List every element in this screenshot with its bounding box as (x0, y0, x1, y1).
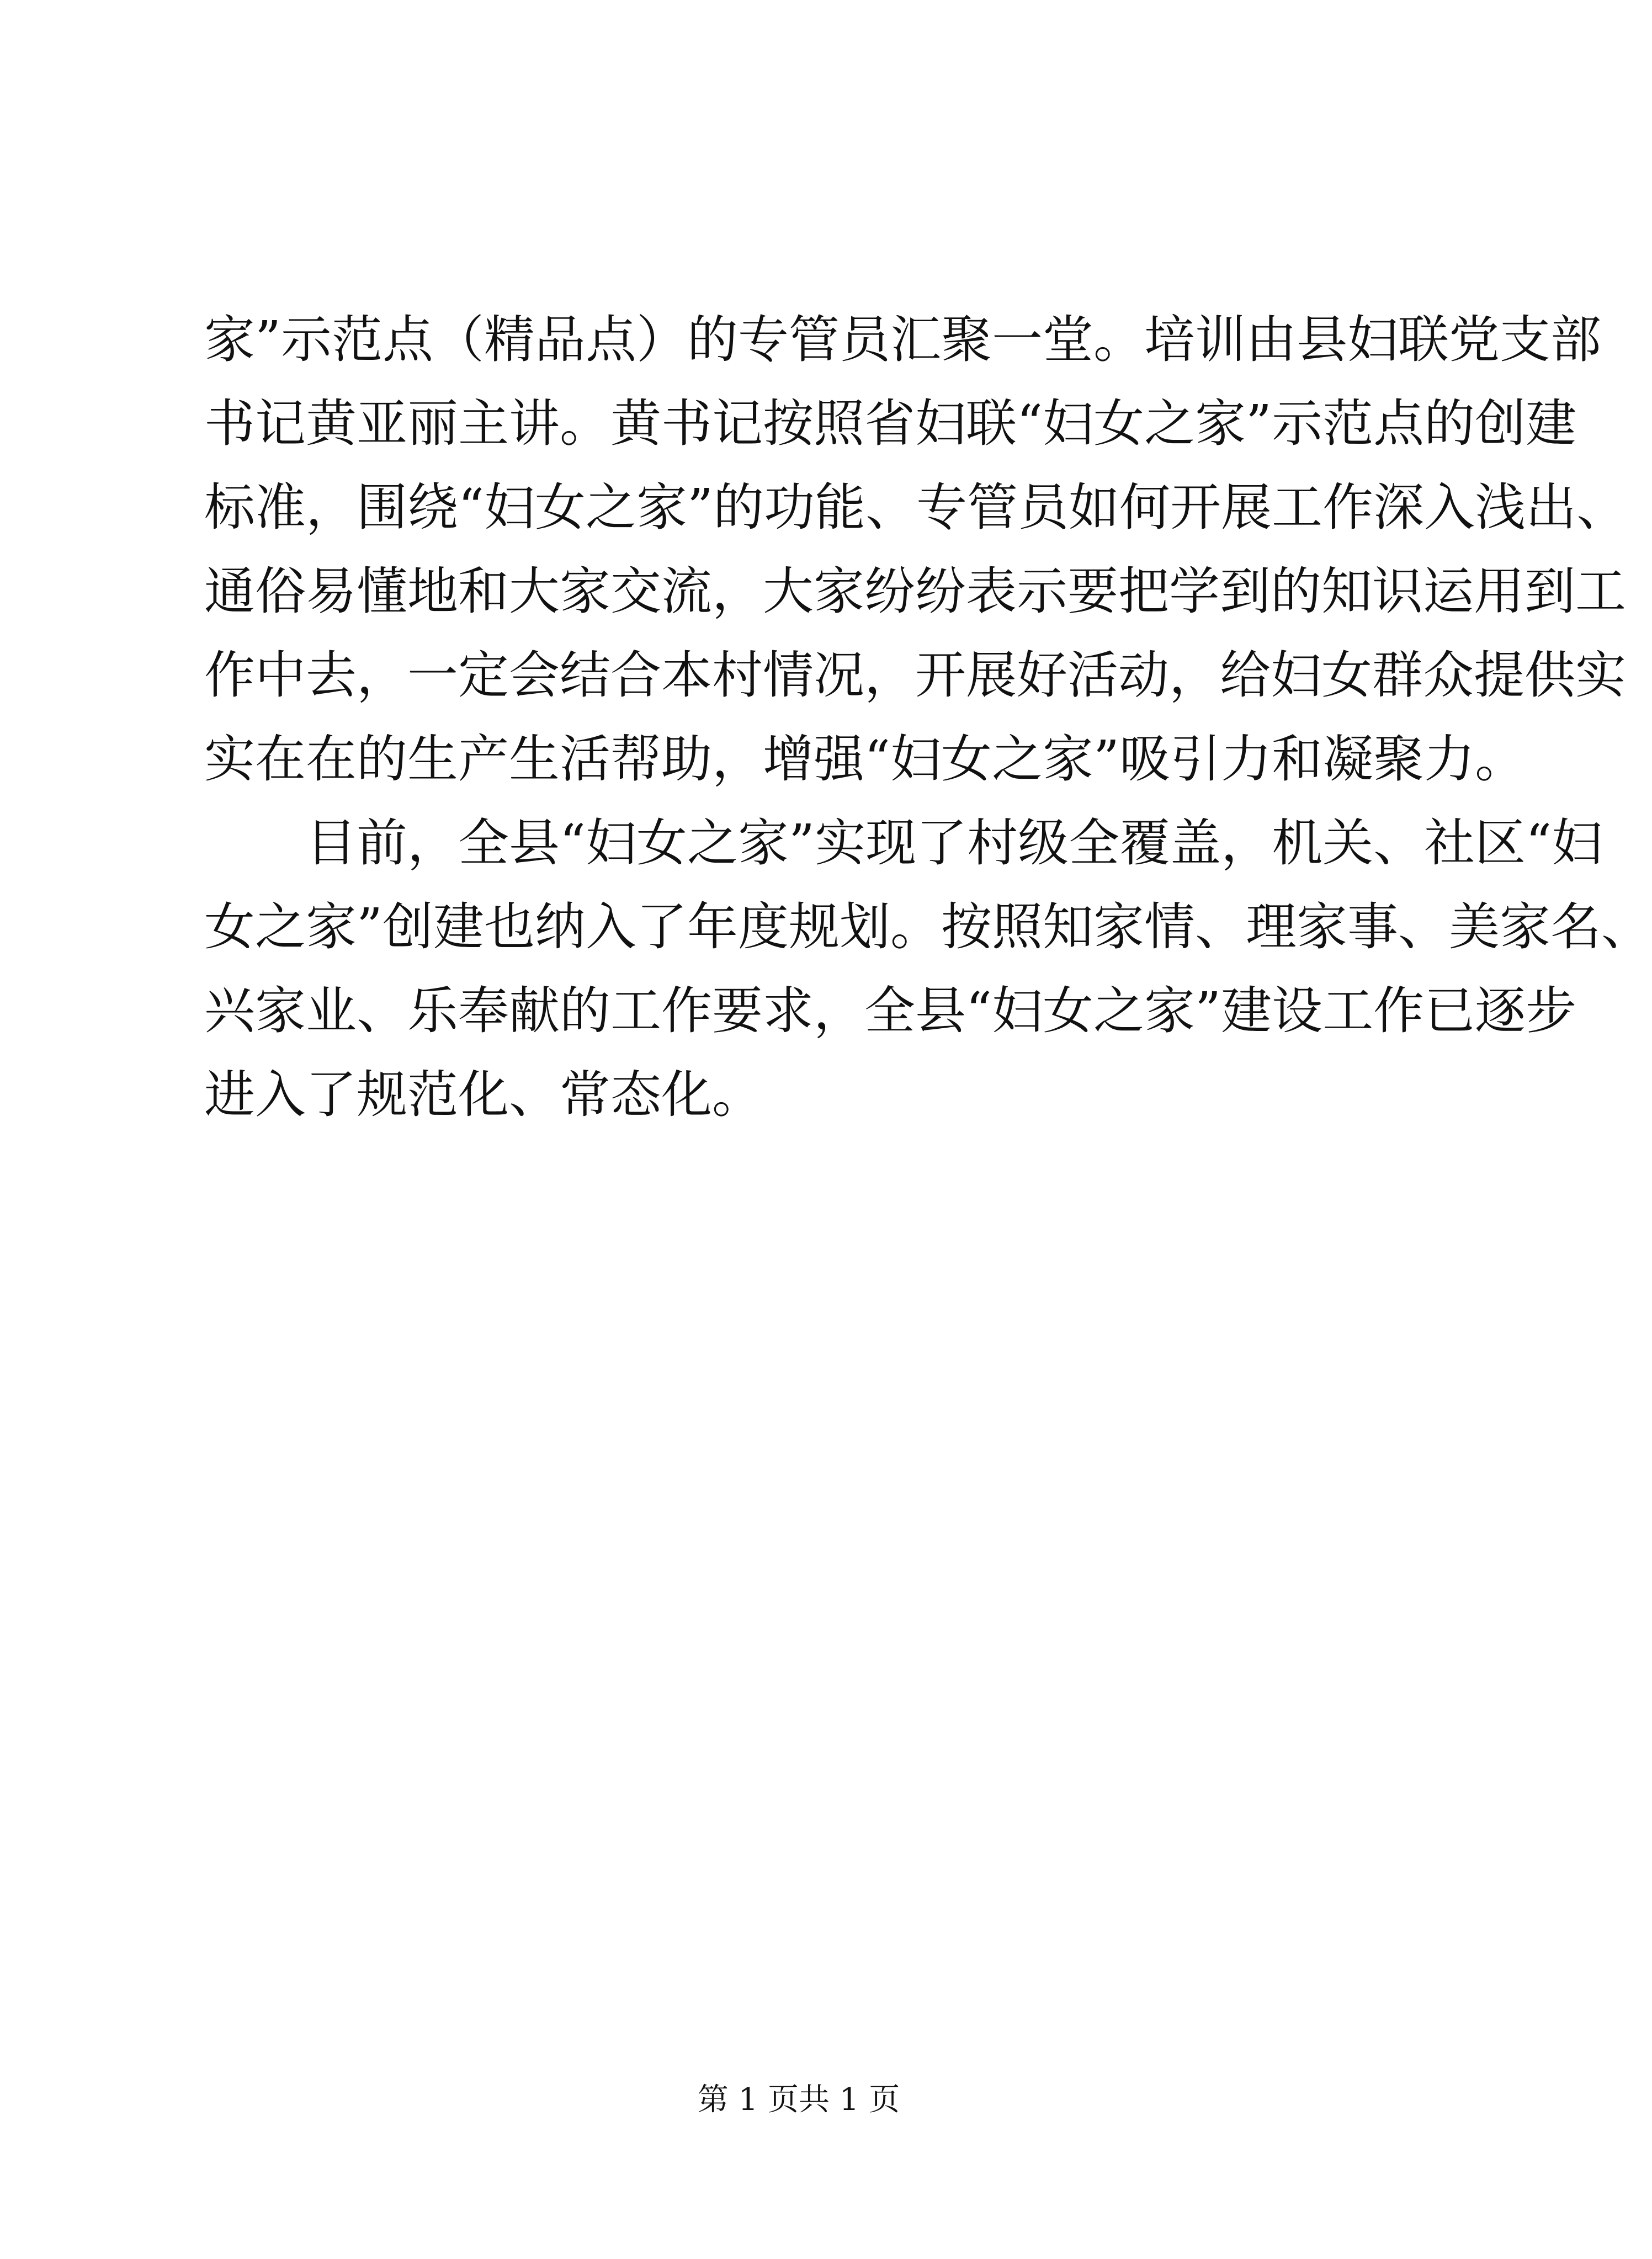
text-line: 进入了规范化、常态化。 (204, 1065, 763, 1124)
paragraph (204, 801, 1652, 1137)
page-footer (0, 2075, 1597, 2119)
document-body (204, 298, 1652, 1137)
text-line: 实在在的生产生活帮助，增强“妇女之家”吸引力和凝聚力。 (204, 730, 1526, 789)
paragraph (204, 298, 1628, 801)
text-line: 标准，围绕“妇女之家”的功能、专管员如何开展工作深入浅出、 (204, 478, 1628, 537)
text-line: 目前，全县“妇女之家”实现了村级全覆盖，机关、社区“妇 (306, 814, 1603, 873)
page-number-total: 共 1 页 (799, 2082, 900, 2118)
text-line: 书记黄亚丽主讲。黄书记按照省妇联“妇女之家”示范点的创建 (204, 394, 1577, 453)
text-line: 女之家”创建也纳入了年度规划。按照知家情、理家事、美家名、 (204, 897, 1652, 956)
text-line: 家”示范点（精品点）的专管员汇聚一堂。培训由县妇联党支部 (204, 310, 1602, 369)
text-line: 兴家业、乐奉献的工作要求，全县“妇女之家”建设工作已逐步 (204, 981, 1577, 1040)
text-line: 作中去，一定会结合本村情况，开展好活动，给妇女群众提供实 (204, 646, 1627, 705)
text-line: 通俗易懂地和大家交流，大家纷纷表示要把学到的知识运用到工 (204, 562, 1627, 621)
page-number-current: 第 1 页 (697, 2082, 799, 2118)
